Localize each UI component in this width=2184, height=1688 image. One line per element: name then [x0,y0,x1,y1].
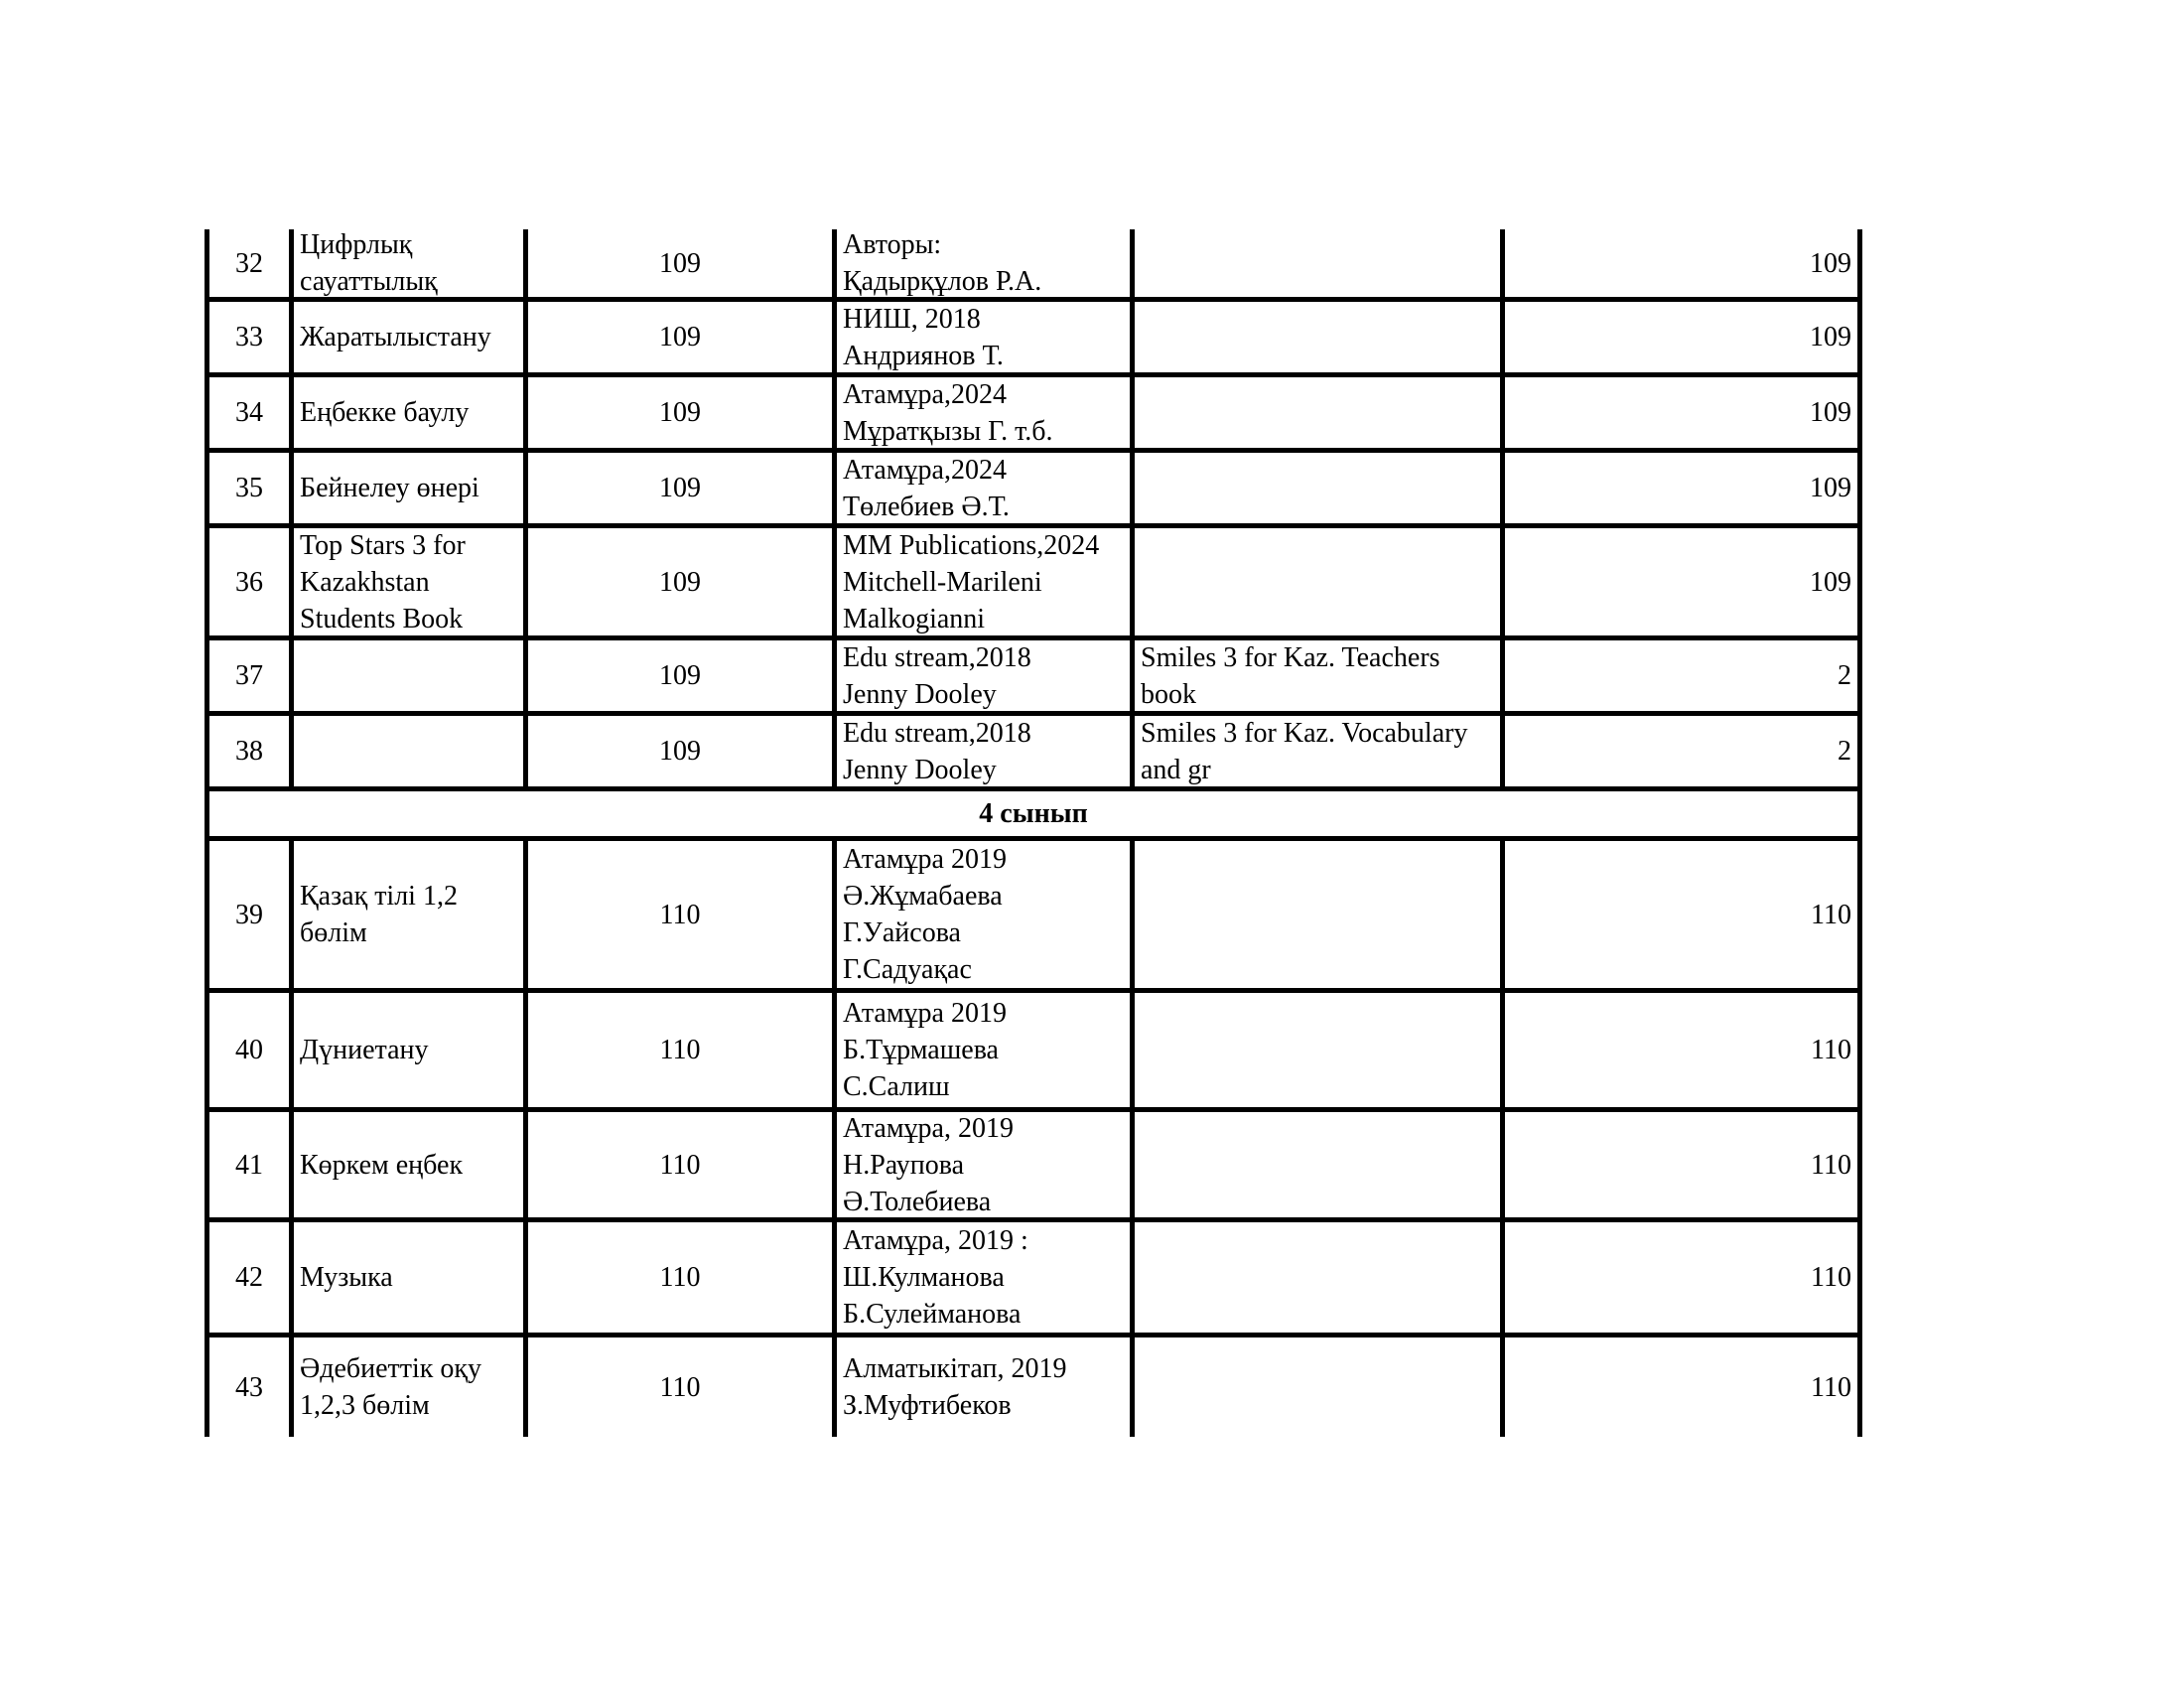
quantity-cell-text: 110 [659,1035,701,1065]
subject-cell-line: Музыка [300,1262,393,1293]
table-row [205,1112,1862,1222]
total-cell [1500,1337,1862,1437]
publisher-author-cell-line: Атамұра, 2019 : [843,1225,1028,1256]
publisher-author-cell-line: Г.Садуақас [843,954,972,985]
subject-cell-line: Қазақ тілі 1,2 [300,881,458,912]
subject-cell-line: Students Book [300,603,464,634]
total-cell [1500,1112,1862,1217]
table-row [205,841,1862,993]
additional-title-cell [1130,640,1500,711]
publisher-author-cell-line: З.Муфтибеков [843,1390,1012,1421]
additional-title-cell [1130,993,1500,1107]
total-cell [1500,716,1862,786]
total-cell [1500,640,1862,711]
publisher-author-cell [832,1112,1130,1217]
row-number [205,302,289,372]
publisher-author-cell-line: Ә.Толебиева [843,1186,992,1217]
quantity-cell-text: 110 [659,899,701,930]
total-cell-text: 109 [1810,397,1851,428]
additional-title-cell-line: book [1141,678,1196,710]
additional-title-cell-line: and gr [1141,754,1211,785]
quantity-cell-text: 109 [659,247,701,279]
publisher-author-cell-line: Г.Уайсова [843,917,961,948]
subject-cell-line: сауаттылық [300,266,438,297]
total-cell [1500,528,1862,635]
publisher-author-cell [832,640,1130,711]
row-number-text: 34 [235,397,263,428]
subject-cell-line: Бейнелеу өнері [300,473,479,503]
additional-title-cell-line: Smiles 3 for Kaz. Teachers [1141,641,1440,673]
additional-title-cell [1130,1222,1500,1333]
row-number [205,229,289,297]
quantity-cell-text: 109 [659,322,701,352]
total-cell [1500,841,1862,988]
subject-cell [289,1337,523,1437]
quantity-cell [523,377,832,448]
subject-cell [289,528,523,635]
additional-title-cell [1130,453,1500,523]
table-row [205,1222,1862,1337]
publisher-author-cell-line: Атамұра,2024 [843,454,1007,486]
row-number-text: 41 [235,1149,263,1181]
table-row [205,377,1862,453]
table-row [205,1337,1862,1437]
publisher-author-cell-line: Атамұра, 2019 [843,1112,1014,1144]
publisher-author-cell-line: MM Publications,2024 [843,529,1100,561]
total-cell [1500,993,1862,1107]
subject-cell [289,841,523,988]
publisher-author-cell-line: Jenny Dooley [843,678,997,710]
additional-title-cell [1130,1337,1500,1437]
row-number [205,993,289,1107]
publisher-author-cell [832,841,1130,988]
total-cell-text: 109 [1810,322,1851,352]
publisher-author-cell-line: Авторы: [843,229,942,260]
publisher-author-cell-line: Төлебиев Ә.Т. [843,491,1010,522]
subject-cell-line: Дүниетану [300,1035,429,1065]
publisher-author-cell [832,716,1130,786]
quantity-cell [523,993,832,1107]
quantity-cell [523,716,832,786]
publisher-author-cell-line: Edu stream,2018 [843,717,1031,749]
row-number-text: 42 [235,1262,263,1293]
row-number [205,1112,289,1217]
publisher-author-cell [832,1337,1130,1437]
quantity-cell [523,453,832,523]
row-number-text: 33 [235,322,263,352]
table-row [205,528,1862,640]
quantity-cell-text: 109 [659,473,701,503]
subject-cell-line: Көркем еңбек [300,1149,464,1181]
quantity-cell-text: 109 [659,660,701,691]
row-number [205,841,289,988]
publisher-author-cell [832,1222,1130,1333]
publisher-author-cell [832,453,1130,523]
additional-title-cell [1130,528,1500,635]
quantity-cell [523,841,832,988]
total-cell-text: 110 [1811,899,1851,930]
row-number [205,453,289,523]
publisher-author-cell [832,993,1130,1107]
additional-title-cell [1130,1112,1500,1217]
row-number [205,1337,289,1437]
row-number [205,640,289,711]
publisher-author-cell-line: Jenny Dooley [843,754,997,785]
subject-cell [289,1112,523,1217]
subject-cell [289,229,523,297]
subject-cell [289,640,523,711]
row-number [205,1222,289,1333]
publisher-author-cell-line: Қадырқұлов Р.А. [843,266,1042,297]
publisher-author-cell-line: Мұратқызы Г. т.б. [843,415,1053,447]
total-cell-text: 110 [1811,1262,1851,1293]
publisher-author-cell-line: Б.Тұрмашева [843,1035,999,1065]
quantity-cell [523,1112,832,1217]
row-number-text: 37 [235,660,263,691]
table-body [205,229,1862,1437]
subject-cell-line: Әдебиеттік оқу [300,1353,482,1384]
publisher-author-cell-line: Edu stream,2018 [843,641,1031,673]
subject-cell-line: Top Stars 3 for [300,529,466,561]
total-cell-text: 2 [1838,736,1851,767]
section-heading: 4 сынып [205,791,1862,836]
row-number-text: 32 [235,247,263,279]
table-row [205,640,1862,716]
quantity-cell [523,528,832,635]
publisher-author-cell-line: Mitchell-Marileni [843,566,1042,598]
total-cell-text: 109 [1810,566,1851,598]
quantity-cell-text: 110 [659,1149,701,1181]
publisher-author-cell-line: Атамұра 2019 [843,998,1007,1029]
subject-cell-line: бөлім [300,917,367,948]
row-number [205,716,289,786]
subject-cell-line: Kazakhstan [300,566,430,598]
quantity-cell-text: 110 [659,1371,701,1403]
section-row [205,791,1862,841]
publisher-author-cell-line: Ә.Жұмабаева [843,881,1003,912]
quantity-cell-text: 109 [659,566,701,598]
additional-title-cell [1130,302,1500,372]
row-number-text: 38 [235,736,263,767]
quantity-cell-text: 110 [659,1262,701,1293]
textbook-table [205,229,1862,1443]
total-cell-text: 110 [1811,1035,1851,1065]
total-cell [1500,229,1862,297]
publisher-author-cell [832,377,1130,448]
quantity-cell [523,229,832,297]
total-cell-text: 110 [1811,1149,1851,1181]
row-number-text: 43 [235,1371,263,1403]
publisher-author-cell-line: С.Салиш [843,1071,950,1102]
publisher-author-cell-line: Malkogianni [843,603,986,634]
total-cell [1500,453,1862,523]
total-cell [1500,1222,1862,1333]
publisher-author-cell-line: Атамұра,2024 [843,378,1007,410]
publisher-author-cell [832,528,1130,635]
subject-cell [289,1222,523,1333]
row-number-text: 35 [235,473,263,503]
publisher-author-cell-line: НИШ, 2018 [843,303,981,335]
total-cell-text: 110 [1811,1371,1851,1403]
additional-title-cell [1130,841,1500,988]
table-row [205,453,1862,528]
row-number-text: 39 [235,899,263,930]
additional-title-cell [1130,229,1500,297]
quantity-cell-text: 109 [659,397,701,428]
subject-cell [289,377,523,448]
publisher-author-cell-line: Ш.Кулманова [843,1262,1005,1293]
quantity-cell [523,1222,832,1333]
subject-cell [289,302,523,372]
publisher-author-cell [832,302,1130,372]
total-cell-text: 109 [1810,247,1851,279]
additional-title-cell-line: Smiles 3 for Kaz. Vocabulary [1141,717,1468,749]
row-number-text: 40 [235,1035,263,1065]
table-row [205,229,1862,302]
additional-title-cell [1130,377,1500,448]
quantity-cell [523,640,832,711]
publisher-author-cell-line: Андриянов Т. [843,340,1004,371]
quantity-cell-text: 109 [659,736,701,767]
total-cell-text: 109 [1810,473,1851,503]
subject-cell [289,993,523,1107]
subject-cell-line: Цифрлық [300,229,413,260]
subject-cell-line: 1,2,3 бөлім [300,1390,430,1421]
publisher-author-cell [832,229,1130,297]
publisher-author-cell-line: Б.Сулейманова [843,1299,1022,1330]
total-cell [1500,377,1862,448]
quantity-cell [523,1337,832,1437]
table-row [205,993,1862,1112]
subject-cell [289,716,523,786]
publisher-author-cell-line: Алматыкітап, 2019 [843,1353,1067,1384]
row-number [205,528,289,635]
quantity-cell [523,302,832,372]
additional-title-cell [1130,716,1500,786]
table-row [205,302,1862,377]
subject-cell-line: Жаратылыстану [300,322,491,352]
table-row [205,716,1862,791]
total-cell-text: 2 [1838,660,1851,691]
publisher-author-cell-line: Атамұра 2019 [843,844,1007,875]
row-number [205,377,289,448]
row-number-text: 36 [235,566,263,598]
subject-cell-line: Еңбекке баулу [300,397,470,428]
subject-cell [289,453,523,523]
publisher-author-cell-line: Н.Раупова [843,1149,965,1181]
total-cell [1500,302,1862,372]
